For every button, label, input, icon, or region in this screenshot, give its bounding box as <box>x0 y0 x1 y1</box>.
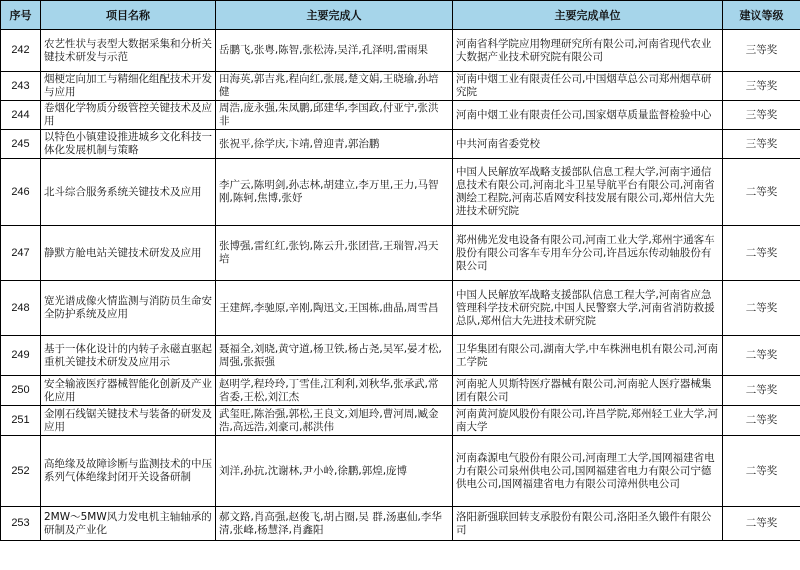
main-contributors: 聂福全,刘晓,黄守道,杨卫铁,杨占尧,吴军,晏才松,周强,张振强 <box>216 336 453 376</box>
table-row <box>1 101 800 130</box>
suggested-level: 三等奖 <box>723 101 800 130</box>
suggested-level: 二等奖 <box>723 406 800 436</box>
table-row <box>1 507 800 541</box>
table-row <box>1 130 800 159</box>
main-units: 中共河南省委党校 <box>453 130 723 159</box>
serial-number: 244 <box>1 101 41 130</box>
serial-number: 245 <box>1 130 41 159</box>
header-suggested-level: 建议等级 <box>723 1 800 30</box>
header-main-units: 主要完成单位 <box>453 1 723 30</box>
table-row <box>1 281 800 336</box>
project-name: 宽光谱成像火情监测与消防员生命安全防护系统及应用 <box>41 281 216 336</box>
main-units: 河南中烟工业有限责任公司,中国烟草总公司郑州烟草研究院 <box>453 72 723 101</box>
project-name: 卷烟化学物质分级管控关键技术及应用 <box>41 101 216 130</box>
suggested-level: 二等奖 <box>723 336 800 376</box>
main-units: 洛阳新强联回转支承股份有限公司,洛阳圣久锻件有限公司 <box>453 507 723 541</box>
serial-number: 253 <box>1 507 41 541</box>
suggested-level: 三等奖 <box>723 72 800 101</box>
serial-number: 250 <box>1 376 41 406</box>
header-project-name: 项目名称 <box>41 1 216 30</box>
serial-number: 246 <box>1 159 41 226</box>
main-contributors: 张祝平,徐学庆,卞靖,曾迎青,郭治鹏 <box>216 130 453 159</box>
project-name: 以特色小镇建设推进城乡文化科技一体化发展机制与策略 <box>41 130 216 159</box>
serial-number: 249 <box>1 336 41 376</box>
main-units: 卫华集团有限公司,湖南大学,中车株洲电机有限公司,河南工学院 <box>453 336 723 376</box>
main-contributors: 赵明学,程玲玲,丁雪佳,江利利,刘秋华,张承武,常省委,王松,刘江杰 <box>216 376 453 406</box>
project-name: 北斗综合服务系统关键技术及应用 <box>41 159 216 226</box>
suggested-level: 二等奖 <box>723 226 800 281</box>
main-contributors: 李广云,陈明剑,孙志林,胡建立,李万里,王力,马智刚,陈轲,焦博,张妤 <box>216 159 453 226</box>
table-row <box>1 436 800 507</box>
project-name: 农艺性状与表型大数据采集和分析关键技术研发与示范 <box>41 30 216 72</box>
project-name: 基于一体化设计的内转子永磁直驱起重机关键技术研发及应用示 <box>41 336 216 376</box>
table-row <box>1 159 800 226</box>
table-row <box>1 336 800 376</box>
main-units: 郑州佛光发电设备有限公司,河南工业大学,郑州宇通客车股份有限公司客车专用车分公司,许昌远东传动轴股份有限公司 <box>453 226 723 281</box>
suggested-level: 二等奖 <box>723 507 800 541</box>
project-name: 安全输液医疗器械智能化创新及产业化应用 <box>41 376 216 406</box>
project-name: 金刚石线锯关键技术与装备的研发及应用 <box>41 406 216 436</box>
main-contributors: 田海英,郭吉兆,程向红,张展,楚文娟,王晓瑜,孙培健 <box>216 72 453 101</box>
main-contributors: 郝文路,肖高强,赵俊飞,胡占圈,吴 群,汤惠仙,李华清,张峰,杨慧泽,肖鑫阳 <box>216 507 453 541</box>
main-contributors: 刘洋,孙抗,沈谢林,尹小岭,徐鹏,郭煌,庞博 <box>216 436 453 507</box>
main-units: 河南中烟工业有限责任公司,国家烟草质量监督检验中心 <box>453 101 723 130</box>
suggested-level: 三等奖 <box>723 30 800 72</box>
suggested-level: 二等奖 <box>723 159 800 226</box>
header-row <box>1 1 800 30</box>
project-name: 2MW～5MW风力发电机主轴轴承的研制及产业化 <box>41 507 216 541</box>
main-contributors: 岳鹏飞,张粤,陈智,张松涛,吴洋,孔泽明,雷雨果 <box>216 30 453 72</box>
serial-number: 252 <box>1 436 41 507</box>
serial-number: 242 <box>1 30 41 72</box>
project-name: 静默方舱电站关键技术研发及应用 <box>41 226 216 281</box>
header-serial-number: 序号 <box>1 1 41 30</box>
table-row <box>1 376 800 406</box>
serial-number: 248 <box>1 281 41 336</box>
project-name: 高绝缘及故障诊断与监测技术的中压系列气体绝缘封闭开关设备研制 <box>41 436 216 507</box>
table-row <box>1 72 800 101</box>
header-main-contributors: 主要完成人 <box>216 1 453 30</box>
main-units: 河南驼人贝斯特医疗器械有限公司,河南驼人医疗器械集团有限公司 <box>453 376 723 406</box>
suggested-level: 二等奖 <box>723 436 800 507</box>
suggested-level: 三等奖 <box>723 130 800 159</box>
main-units: 中国人民解放军战略支援部队信息工程大学,河南宇通信息技术有限公司,河南北斗卫星导航平台有限公司,河南省测绘工程院,河南芯盾网安科技发展有限公司,郑州信大先进技术研究院 <box>453 159 723 226</box>
table-row <box>1 406 800 436</box>
main-contributors: 周浩,庞永强,朱凤鹏,邱建华,李国政,付亚宁,张洪非 <box>216 101 453 130</box>
serial-number: 251 <box>1 406 41 436</box>
main-units: 河南黄河旋风股份有限公司,许昌学院,郑州轻工业大学,河南大学 <box>453 406 723 436</box>
table-row <box>1 226 800 281</box>
main-contributors: 王建辉,李驰原,辛刚,陶迅文,王国栋,曲晶,周雪昌 <box>216 281 453 336</box>
suggested-level: 二等奖 <box>723 281 800 336</box>
main-units: 河南森源电气股份有限公司,河南理工大学,国网福建省电力有限公司泉州供电公司,国网福建省电力有限公司宁德供电公司,国网福建省电力有限公司漳州供电公司 <box>453 436 723 507</box>
project-name: 烟梗定向加工与精细化组配技术开发与应用 <box>41 72 216 101</box>
table-row <box>1 30 800 72</box>
suggested-level: 二等奖 <box>723 376 800 406</box>
main-units: 河南省科学院应用物理研究所有限公司,河南省现代农业大数据产业技术研究院有限公司 <box>453 30 723 72</box>
main-units: 中国人民解放军战略支援部队信息工程大学,河南省应急管理科学技术研究院,中国人民警察大学,河南省消防救援总队,郑州信大先进技术研究院 <box>453 281 723 336</box>
main-contributors: 武玺旺,陈治强,郭松,王良文,刘旭玲,曹河周,臧金浩,高远浩,刘豪司,郝洪伟 <box>216 406 453 436</box>
main-contributors: 张博强,雷红红,张钧,陈云升,张团营,王瑞智,冯天培 <box>216 226 453 281</box>
serial-number: 247 <box>1 226 41 281</box>
serial-number: 243 <box>1 72 41 101</box>
